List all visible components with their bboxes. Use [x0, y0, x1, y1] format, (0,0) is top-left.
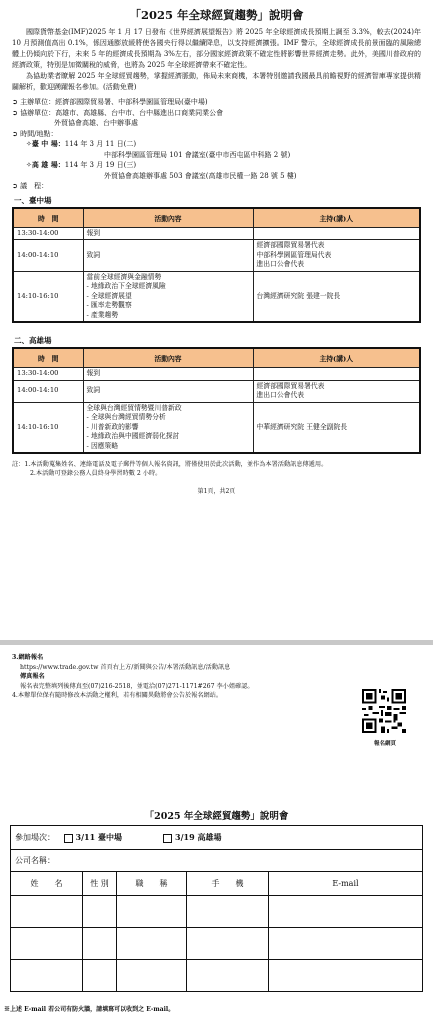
venue-row	[11, 826, 423, 850]
agenda-content	[83, 227, 253, 240]
header-content: 活動內容	[83, 208, 253, 228]
online-registration-title: 3.網路報名	[12, 654, 44, 661]
agenda-time: 13:30-14:00	[13, 368, 83, 381]
venue-option-kaohsiung: 3/19 高雄場	[175, 832, 222, 842]
section-kaohsiung: 二、高雄場	[14, 336, 52, 345]
header-time: 時 間	[13, 348, 83, 368]
company-name-field[interactable]: 公司名稱：	[11, 850, 423, 872]
agenda-speaker	[253, 240, 420, 272]
agenda-row	[13, 271, 420, 322]
registration-info	[12, 653, 332, 701]
agenda-time: 13:30-14:00	[13, 227, 83, 240]
form-cell[interactable]	[269, 896, 423, 928]
agenda-row	[13, 368, 420, 381]
diamond-icon: ✧	[26, 140, 32, 148]
note-2: 2.本活動可登錄公務人員終身學習時數 2 小時。	[30, 470, 162, 477]
venue-option-taichung: 3/11 臺中場	[75, 832, 122, 842]
form-cell[interactable]	[11, 928, 83, 960]
form-cell[interactable]	[117, 928, 187, 960]
agenda-content-line: - 地緣政治下全球經濟風險	[86, 282, 166, 290]
header-gender: 性 別	[83, 872, 117, 896]
form-cell[interactable]	[11, 896, 83, 928]
form-cell[interactable]	[269, 960, 423, 992]
agenda-content-line: - 因應策略	[86, 441, 119, 450]
agenda-content-line: 致詞	[86, 386, 101, 395]
time-place-label: ➲ 時間/地點：	[12, 129, 58, 138]
agenda-content	[83, 402, 253, 453]
registration-url[interactable]: https://www.trade.gov.tw 首頁右上方/新聞與公告/本署活動訊息/活動訊息	[20, 663, 231, 671]
intro-paragraph-2: 為協助業者瞭解 2025 年全球經貿趨勢，掌握經濟脈動，佈局未來商機，本署特別邀請我國最具前瞻視野的經濟智庫專家提供精闢解析，歡迎踴躍報名參加。(活動免費)	[12, 72, 421, 91]
bullet-icon: ➲	[12, 98, 21, 106]
agenda-time: 14:00-14:10	[13, 240, 83, 272]
form-cell[interactable]	[11, 960, 83, 992]
agenda-content	[83, 368, 253, 381]
agenda-content-line: 致詞	[86, 250, 101, 259]
agenda-speaker-line: 中華經濟研究院 王健全副院長	[256, 422, 348, 431]
page-number: 第1頁，共2頁	[197, 488, 236, 495]
header-mobile: 手 機	[187, 872, 269, 896]
header-speaker: 主持(講)人	[253, 348, 420, 368]
bullet-icon: ➲	[12, 129, 21, 138]
fax-registration-text: 報名表完整填列後傳真至(07)216-2518，並電洽(07)271-1171#267 李小姐確認。	[20, 682, 254, 690]
agenda-content-line: - 產業趨勢	[86, 310, 119, 319]
agenda-speaker	[253, 368, 420, 381]
agenda-table-taichung	[12, 207, 421, 324]
agenda-time: 14:00-14:10	[13, 380, 83, 402]
agenda-content	[83, 380, 253, 402]
header-speaker: 主持(講)人	[253, 208, 420, 228]
page-title: 「2025 年全球經貿趨勢」說明會	[129, 8, 304, 22]
agenda-content-line: - 川普新政的影響	[86, 422, 139, 431]
section-taichung: 一、臺中場	[14, 195, 52, 205]
co-organizer-2: 外貿協會高雄、台中辦事處	[54, 119, 138, 127]
agenda-speaker-line: 經濟部國際貿易署代表	[256, 241, 325, 249]
form-cell[interactable]	[83, 896, 117, 928]
header-content: 活動內容	[83, 348, 253, 368]
registration-form	[10, 825, 423, 992]
agenda-table-kaohsiung	[12, 347, 421, 454]
agenda-speaker-line: 台灣經濟研究院 張建一院長	[256, 291, 341, 300]
agenda-content	[83, 240, 253, 272]
form-title: 「2025 年全球經貿趨勢」說明會	[144, 811, 289, 822]
organizer: ➲ 主辦單位：經濟部國際貿易署、中部科學園區管理局(臺中場)	[12, 98, 208, 106]
agenda-time: 14:10-16:10	[13, 271, 83, 322]
checkbox-taichung[interactable]	[64, 834, 73, 843]
agenda-content-line: 全球與台灣經貿情勢暨川普新政	[86, 403, 182, 412]
agenda-row	[13, 227, 420, 240]
agenda-label: ➲ 議 程：	[12, 182, 49, 190]
header-title: 職 稱	[117, 872, 187, 896]
checkbox-kaohsiung[interactable]	[163, 834, 172, 843]
agenda-speaker-line: 中部科學園區管理局代表	[256, 250, 332, 259]
agenda-content-line: - 全球經濟展望	[86, 291, 132, 300]
modification-note: 4.本辦單位保有隨時修改本活動之權利，若有相關異動將會公告於報名網站。	[12, 692, 223, 699]
header-email: E-mail	[269, 872, 423, 896]
header-name: 姓 名	[11, 872, 83, 896]
bullet-icon: ➲	[12, 182, 21, 190]
co-organizer: ➲ 協辦單位：高雄市、高雄縣、台中市、台中縣進出口商業同業公會	[12, 108, 224, 117]
agenda-row	[13, 240, 420, 272]
agenda-speaker	[253, 402, 420, 453]
qr-code-icon[interactable]	[362, 689, 406, 733]
form-cell[interactable]	[187, 960, 269, 992]
bullet-icon: ➲	[12, 108, 21, 117]
taichung-session: ✧臺 中 場：114 年 3 月 11 日(二)	[26, 139, 137, 148]
agenda-content-line: 報到	[86, 228, 101, 237]
kaohsiung-session: ✧高 雄 場：114 年 3 月 19 日(三)	[26, 160, 137, 169]
page-2	[0, 645, 433, 1024]
diamond-icon: ✧	[26, 161, 32, 169]
agenda-content-line: - 匯率走勢觀察	[86, 301, 132, 309]
agenda-speaker-line: 進出口公會代表	[256, 391, 305, 399]
agenda-time: 14:10-16:10	[13, 402, 83, 453]
fax-registration-title: 傳真報名	[20, 673, 45, 680]
agenda-content-line: 報到	[86, 369, 101, 377]
taichung-venue: 中部科學園區管理局 101 會議室(臺中市西屯區中科路 2 號)	[104, 150, 291, 159]
agenda-speaker	[253, 380, 420, 402]
agenda-speaker-line: 經濟部國際貿易署代表	[256, 381, 325, 390]
agenda-speaker	[253, 227, 420, 240]
agenda-content	[83, 271, 253, 322]
agenda-content-line: - 全球與台灣經貿情勢分析	[86, 413, 166, 421]
venue-label: 參加場次：	[15, 833, 55, 842]
agenda-content-line: 當前全球經濟與金融情勢	[86, 272, 162, 281]
intro-paragraph: 國際貨幣基金(IMF)2025 年 1 月 17 日發布《世界經濟展望報告》將 2025 年全球經濟成長預期上調至 3.3%，較去(2024)年 10 月預測值高出 0.1%，係因通膨放緩將使各國央行得以繼續降息，以支持經濟擴張。IMF 警示，全球經濟成長前景面臨的風險總體上仍傾向於下行，未來 5 年的經濟成長預期為 3%左右，部分國家經濟政策不確定性將影響世界經濟走勢。此外，美國川普政府的經濟政策，特別是加徵關稅的威脅，也將為 2025 年全球經濟帶來不確定性。	[12, 28, 421, 69]
form-cell[interactable]	[269, 928, 423, 960]
form-cell[interactable]	[83, 960, 117, 992]
email-footnote: ※上述 E-mail 若公司有防火牆，請填寫可以收到之 E-mail。	[4, 1006, 175, 1013]
form-cell[interactable]	[187, 896, 269, 928]
agenda-row	[13, 380, 420, 402]
agenda-content-line: - 地緣政治與中國經濟弱化探討	[86, 432, 180, 440]
form-cell[interactable]	[117, 896, 187, 928]
form-cell[interactable]	[187, 928, 269, 960]
agenda-speaker-line: 進出口公會代表	[256, 260, 305, 268]
qr-caption: 報名網頁	[373, 741, 396, 747]
note-1: 註：1.本活動蒐集姓名、連絡電話及電子郵件等個人報名資訊，將僅使用於此次活動，並作為本署活動訊息傳遞用。	[12, 461, 328, 468]
agenda-speaker	[253, 271, 420, 322]
header-time: 時 間	[13, 208, 83, 228]
form-cell[interactable]	[83, 928, 117, 960]
kaohsiung-venue: 外貿協會高雄辦事處 503 會議室(高雄市民權一路 28 號 5 樓)	[104, 171, 297, 180]
agenda-row	[13, 402, 420, 453]
form-cell[interactable]	[117, 960, 187, 992]
